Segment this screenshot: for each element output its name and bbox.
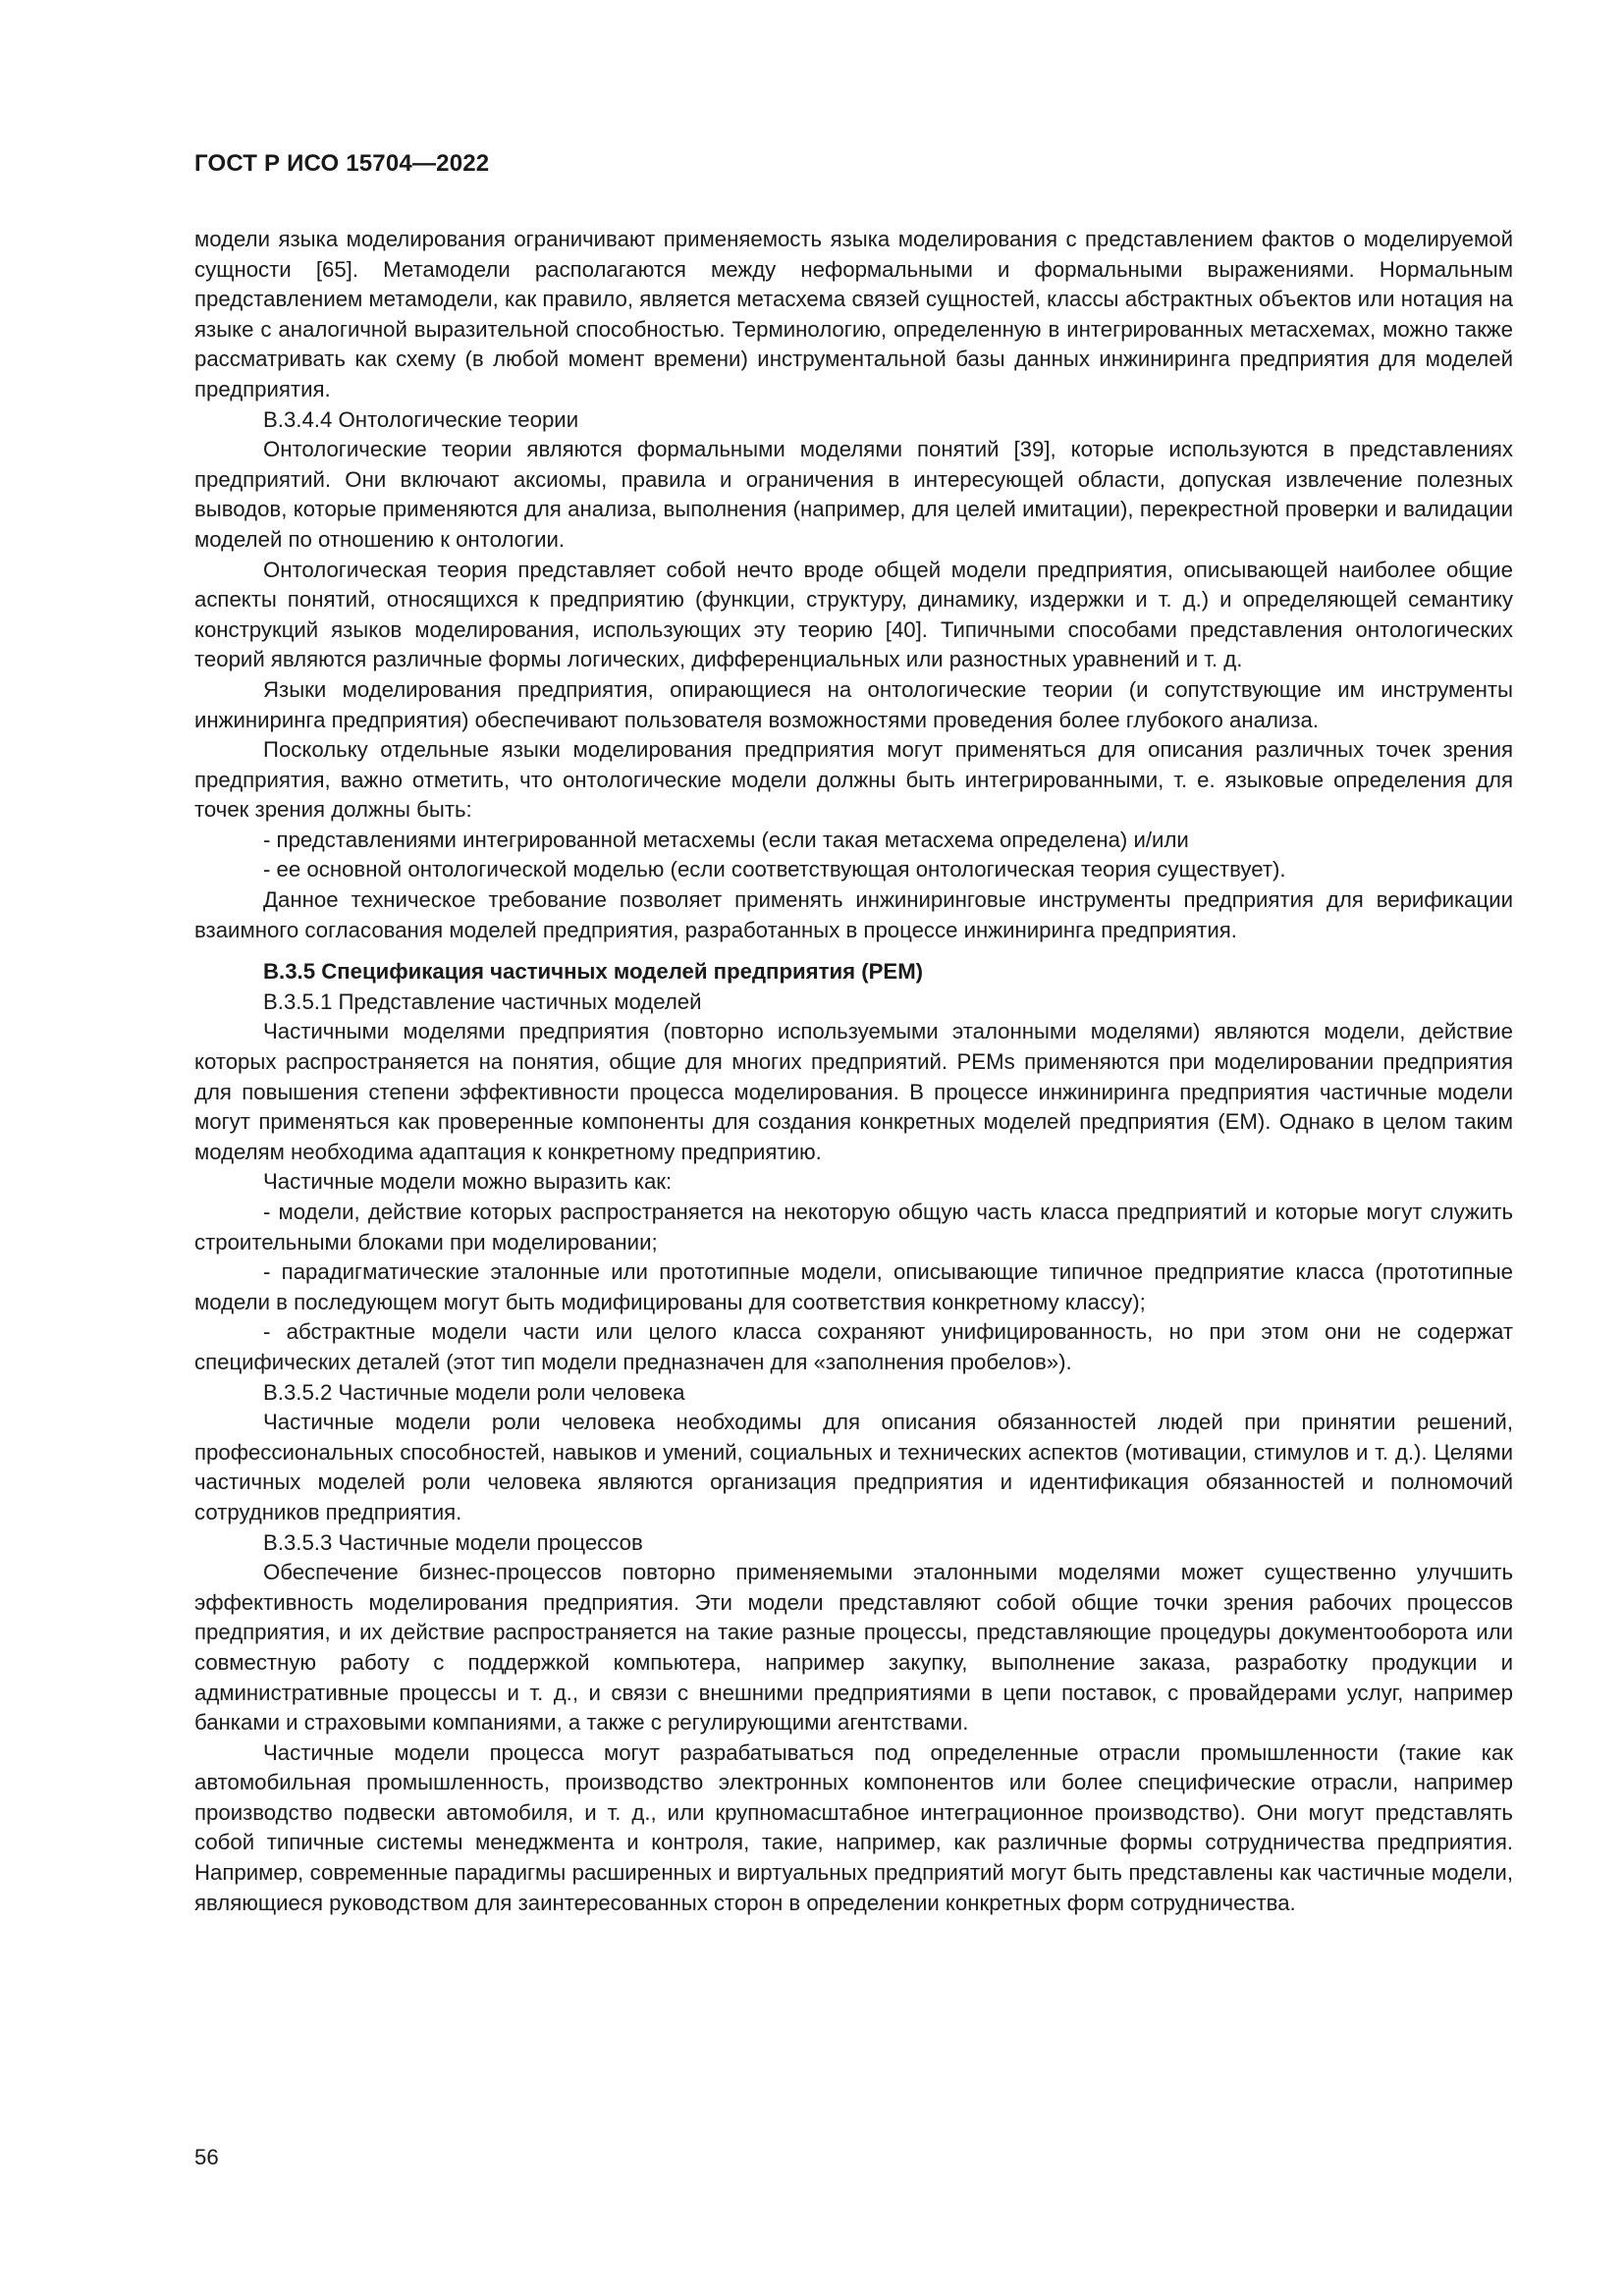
paragraph-ontological-theories: Онтологические теории являются формальными моделями понятий [39], которые используются в представлениях предприятий. Они включают аксиомы, правила и ограничения в интересующей области, допуская извлечение полезных выводов, которые применяются для анализа, выполнения (например, для целей имитации), перекрестной проверки и валидации моделей по отношению к онтологии. — [194, 437, 1513, 552]
list-item: - абстрактные модели части или целого класса сохраняют унифицированность, но при этом они не содержат специфических деталей (этот тип модели предназначен для «заполнения пробелов»). — [194, 1319, 1513, 1374]
page-body — [194, 225, 1513, 1918]
subsection-heading-b344: В.3.4.4 Онтологические теории — [263, 406, 579, 432]
paragraph-human-role-models: Частичные модели роли человека необходимы для описания обязанностей людей при принятии решений, профессиональных способностей, навыков и умений, социальных и технических аспектов (мотивации, стимулов и т. д.). Целями частичных моделей роли человека являются организация предприятия и идентификация обязанностей и полномочий сотрудников предприятия. — [194, 1410, 1513, 1524]
paragraph-process-models-industries: Частичные модели процесса могут разрабатываться под определенные отрасли промышленности (такие как автомобильная промышленность, производство электронных компонентов или более специфические отрасли, например производство подвески автомобиля, и т. д., или крупномасштабное интеграционное производство). Они могут представлять собой типичные системы менеджмента и контроля, такие, например, как различные формы сотрудничества предприятия. Например, современные парадигмы расширенных и виртуальных предприятий могут быть представлены как частичные модели, являющиеся руководством для заинтересованных сторон в определении конкретных форм сотрудничества. — [194, 1739, 1513, 1915]
paragraph-metamodels-continued: модели языка моделирования ограничивают применяемость языка моделирования с представлением фактов о моделируемой сущности [65]. Метамодели располагаются между неформальными и формальными выражениями. Нормальным представлением метамодели, как правило, является метасхема связей сущностей, классы абстрактных объектов или нотация на языке с аналогичной выразительной способностью. Терминологию, определенную в интегрированных метасхемах, можно также рассматривать как схему (в любой момент времени) инструментальной базы данных инжиниринга предприятия для моделей предприятия. — [194, 227, 1513, 401]
subsection-heading-b351: В.3.5.1 Представление частичных моделей — [263, 988, 702, 1014]
paragraph-process-models: Обеспечение бизнес-процессов повторно применяемыми эталонными моделями может существенно улучшить эффективность моделирования предприятия. Эти модели представляют собой общие точки зрения рабочих процессов предприятия, и их действие распространяется на такие разные процессы, представляющие процедуры документооборота или совместную работу с поддержкой компьютера, например закупку, выполнение заказа, разработку продукции и административные процессы и т. д., и связи с внешними предприятиями в цепи поставок, с провайдерами услуг, например банками и страховыми компаниями, а также с регулирующими агентствами. — [194, 1560, 1513, 1735]
paragraph-viewpoints: Поскольку отдельные языки моделирования предприятия могут применяться для описания различных точек зрения предприятия, важно отметить, что онтологические модели должны быть интегрированными, т. е. языковые определения для точек зрения должны быть: — [194, 737, 1513, 823]
list-item: - парадигматические эталонные или прототипные модели, описывающие типичное предприятие класса (прототипные модели в последующем могут быть модифицированы для соответствия конкретному классу); — [194, 1259, 1513, 1314]
paragraph-ontological-theory-definition: Онтологическая теория представляет собой нечто вроде общей модели предприятия, описывающей наиболее общие аспекты понятий, относящихся к предприятию (функции, структуру, динамику, издержки и т. д.) и определяющей семантику конструкций языков моделирования, использующих эту теорию [40]. Типичными способами представления онтологических теорий являются различные формы логических, дифференциальных или разностных уравнений и т. д. — [194, 557, 1513, 672]
subsection-heading-b352: В.3.5.2 Частичные модели роли человека — [263, 1379, 685, 1405]
document-header: ГОСТ Р ИСО 15704—2022 — [194, 150, 490, 177]
list-item: - модели, действие которых распространяется на некоторую общую часть класса предприятий и которые могут служить строительными блоками при моделировании; — [194, 1200, 1513, 1255]
paragraph-partial-models-expression: Частичные модели можно выразить как: — [263, 1169, 673, 1195]
paragraph-verification: Данное техническое требование позволяет применять инжиниринговые инструменты предприятия для верификации взаимного согласования моделей предприятия, разработанных в процессе инжиниринга предприятия. — [194, 887, 1513, 942]
subsection-heading-b353: В.3.5.3 Частичные модели процессов — [263, 1529, 643, 1555]
list-item: - ее основной онтологической моделью (если соответствующая онтологическая теория существует). — [263, 857, 1286, 882]
paragraph-modeling-languages: Языки моделирования предприятия, опирающиеся на онтологические теории (и сопутствующие им инструменты инжиниринга предприятия) обеспечивают пользователя возможностями проведения более глубокого анализа. — [194, 676, 1513, 732]
page-number: 56 — [194, 2145, 219, 2169]
list-item: - представлениями интегрированной метасхемы (если такая метасхема определена) и/или — [263, 827, 1189, 852]
section-heading-b35: В.3.5 Спецификация частичных моделей предприятия (PEM) — [263, 959, 924, 985]
paragraph-partial-models-definition: Частичными моделями предприятия (повторно используемыми эталонными моделями) являются модели, действие которых распространяется на понятия, общие для многих предприятий. PEMs применяются при моделировании предприятия для повышения степени эффективности процесса моделирования. В процессе инжиниринга предприятия частичные модели могут применяться как проверенные компоненты для создания конкретных моделей предприятия (EM). Однако в целом таким моделям необходима адаптация к конкретному предприятию. — [194, 1019, 1513, 1164]
